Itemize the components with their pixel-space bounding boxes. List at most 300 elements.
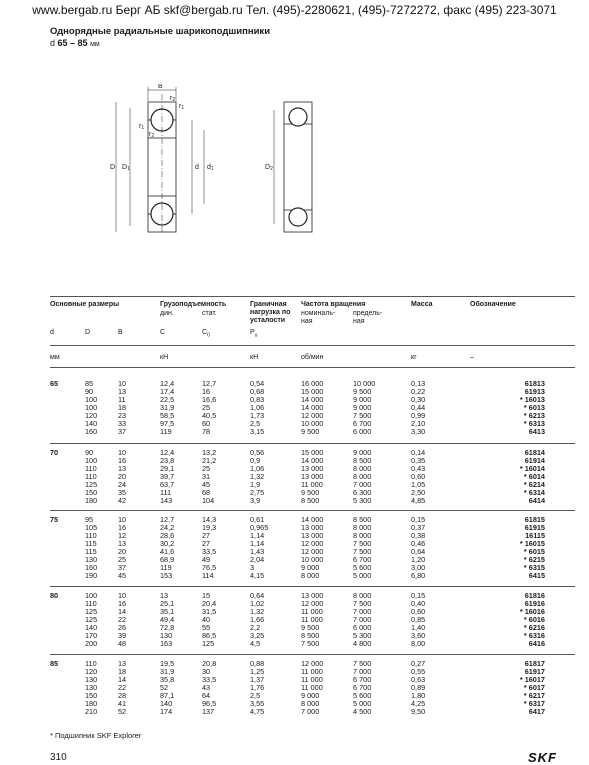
cell-speed-ref: 15 000: [301, 387, 324, 396]
cell-speed-ref: 11 000: [301, 683, 323, 692]
cell-speed-ref: 13 000: [301, 472, 324, 481]
cell-speed-lim: 6 000: [353, 427, 372, 436]
header-fatigue-3: усталости: [250, 317, 286, 324]
cell-speed-lim: 9 000: [353, 395, 372, 404]
cell-speed-ref: 13 000: [301, 523, 324, 532]
cell-speed-lim: 6 700: [353, 419, 372, 428]
cell-D: 130: [85, 555, 98, 564]
cell-C0: 40,5: [202, 411, 217, 420]
document-subtitle: [50, 38, 100, 48]
cell-speed-ref: 9 500: [301, 623, 320, 632]
cell-D: 130: [85, 675, 98, 684]
page-number: 310: [50, 752, 67, 763]
cell-speed-ref: 9 000: [301, 691, 320, 700]
cell-designation: * 6315: [523, 563, 545, 572]
cell-speed-ref: 8 000: [301, 571, 320, 580]
cell-Pu: 0,88: [250, 659, 265, 668]
cell-speed-ref: 7 000: [301, 707, 320, 716]
cell-C: 119: [160, 427, 172, 436]
cell-B: 42: [118, 496, 127, 505]
cell-C: 41,6: [160, 547, 175, 556]
cell-C0: 16,6: [202, 395, 217, 404]
cell-designation: * 6214: [523, 480, 545, 489]
cell-Pu: 1,76: [250, 683, 265, 692]
header-fatigue-2: нагрузка по: [250, 309, 291, 316]
cell-speed-ref: 9 000: [301, 563, 320, 572]
cell-mass: 0,22: [411, 387, 426, 396]
cell-D: 190: [85, 571, 98, 580]
table-row: [50, 708, 575, 716]
cell-bore-d: 85: [50, 659, 59, 668]
cell-mass: 0,89: [411, 683, 426, 692]
cell-speed-lim: 7 000: [353, 607, 372, 616]
cell-speed-lim: 5 300: [353, 631, 372, 640]
cell-C: 13: [160, 591, 169, 600]
cell-C0: 25: [202, 403, 211, 412]
cell-designation: * 16016: [519, 607, 545, 616]
cell-D: 110: [85, 659, 97, 668]
cell-speed-lim: 7 500: [353, 659, 372, 668]
cell-D: 90: [85, 448, 94, 457]
cell-Pu: 0,54: [250, 379, 265, 388]
group-separator: [50, 510, 575, 511]
cell-mass: 3,00: [411, 563, 426, 572]
header-dyn: дин.: [160, 310, 174, 317]
cell-C: 49,4: [160, 615, 175, 624]
cell-mass: 1,40: [411, 623, 426, 632]
cell-designation: * 16014: [519, 464, 545, 473]
cell-speed-ref: 8 500: [301, 496, 320, 505]
cell-designation: 61917: [524, 667, 545, 676]
cell-Pu: 1,9: [250, 480, 261, 489]
cell-mass: 9,50: [411, 707, 426, 716]
cell-Pu: 3,15: [250, 427, 265, 436]
cell-Pu: 2,04: [250, 555, 265, 564]
cell-speed-lim: 7 500: [353, 539, 372, 548]
cell-B: 10: [118, 379, 127, 388]
cell-C0: 19,3: [202, 523, 217, 532]
cell-speed-ref: 8 000: [301, 699, 320, 708]
cell-B: 16: [118, 599, 127, 608]
units-top-rule: [50, 345, 575, 346]
header-mass: Масса: [411, 301, 433, 308]
cell-designation: * 6215: [523, 555, 545, 564]
cell-C0: 25: [202, 464, 211, 473]
cell-C0: 40: [202, 615, 211, 624]
cell-C: 23,8: [160, 456, 175, 465]
cell-C: 143: [160, 496, 173, 505]
page-header-contacts: www.bergab.ru Берг АБ skf@bergab.ru Тел. (495)-2280621, (495)-7272272, факс (495) 223-3071: [32, 3, 557, 17]
cell-D: 120: [85, 411, 98, 420]
cell-C: 17,4: [160, 387, 175, 396]
cell-designation: * 6016: [523, 615, 545, 624]
cell-B: 22: [118, 683, 127, 692]
cell-speed-lim: 6 700: [353, 675, 372, 684]
cell-designation: 61916: [524, 599, 545, 608]
cell-speed-lim: 8 000: [353, 472, 372, 481]
cell-designation: * 6314: [523, 488, 545, 497]
cell-Pu: 2,5: [250, 691, 261, 700]
cell-B: 11: [118, 395, 126, 404]
cell-bore-d: 65: [50, 379, 59, 388]
cell-D: 100: [85, 591, 98, 600]
svg-text:r2: r2: [170, 95, 176, 103]
cell-D: 100: [85, 456, 98, 465]
cell-Pu: 0,56: [250, 448, 265, 457]
cell-designation: * 16015: [519, 539, 545, 548]
cell-Pu: 1,32: [250, 472, 265, 481]
cell-mass: 2,10: [411, 419, 426, 428]
cell-Pu: 0,9: [250, 456, 261, 465]
header-designation: Обозначение: [470, 301, 516, 308]
cell-Pu: 4,75: [250, 707, 265, 716]
cell-C0: 68: [202, 488, 211, 497]
cell-speed-lim: 5 000: [353, 571, 372, 580]
cell-speed-lim: 6 700: [353, 555, 372, 564]
cell-B: 26: [118, 623, 127, 632]
cell-mass: 0,35: [411, 456, 426, 465]
cell-mass: 0,37: [411, 523, 426, 532]
cell-speed-lim: 9 000: [353, 448, 372, 457]
cell-D: 110: [85, 464, 97, 473]
cell-designation: * 6317: [523, 699, 545, 708]
header-col-Pu: $P_u$: [250, 329, 258, 339]
cell-designation: 61817: [524, 659, 545, 668]
cell-B: 37: [118, 427, 127, 436]
cell-C0: 64: [202, 691, 211, 700]
cell-speed-lim: 8 000: [353, 523, 372, 532]
table-row: [50, 640, 575, 648]
header-speed: Частота вращения: [301, 301, 366, 308]
cell-C0: 27: [202, 531, 211, 540]
cell-C: 174: [160, 707, 173, 716]
cell-designation: * 6013: [523, 403, 545, 412]
cell-speed-lim: 4 500: [353, 707, 372, 716]
cell-Pu: 3,55: [250, 699, 265, 708]
cell-speed-ref: 13 000: [301, 464, 324, 473]
cell-speed-lim: 8 500: [353, 515, 372, 524]
cell-C0: 20,8: [202, 659, 217, 668]
cell-B: 13: [118, 387, 127, 396]
cell-D: 90: [85, 387, 94, 396]
cell-speed-ref: 14 000: [301, 456, 324, 465]
cell-D: 110: [85, 599, 97, 608]
cell-designation: 16115: [525, 531, 545, 540]
cell-speed-lim: 6 700: [353, 683, 372, 692]
cell-B: 13: [118, 539, 127, 548]
cell-D: 150: [85, 488, 98, 497]
cell-speed-lim: 6 000: [353, 623, 372, 632]
document-title: Однорядные радиальные шарикоподшипники: [50, 26, 271, 37]
cell-designation: 6415: [528, 571, 545, 580]
cell-designation: * 6015: [523, 547, 545, 556]
cell-designation: * 16013: [519, 395, 545, 404]
cell-designation: 6417: [528, 707, 545, 716]
cell-bore-d: 80: [50, 591, 59, 600]
cell-designation: 61915: [524, 523, 545, 532]
cell-speed-ref: 12 000: [301, 539, 324, 548]
cell-B: 20: [118, 472, 127, 481]
cell-speed-ref: 13 000: [301, 591, 324, 600]
cell-Pu: 1,25: [250, 667, 265, 676]
cell-speed-ref: 15 000: [301, 448, 324, 457]
cell-speed-ref: 12 000: [301, 599, 324, 608]
cell-speed-ref: 7 500: [301, 639, 320, 648]
cell-C: 25,1: [160, 599, 175, 608]
cell-speed-lim: 8 000: [353, 591, 372, 600]
cell-mass: 0,14: [411, 448, 426, 457]
cell-designation: 6414: [528, 496, 545, 505]
cell-mass: 4,25: [411, 699, 426, 708]
cell-speed-ref: 13 000: [301, 531, 324, 540]
cell-speed-lim: 7 500: [353, 599, 372, 608]
cell-B: 16: [118, 523, 127, 532]
cell-D: 140: [85, 623, 98, 632]
cell-B: 20: [118, 547, 127, 556]
cell-mass: 2,50: [411, 488, 426, 497]
cell-mass: 0,46: [411, 539, 426, 548]
cell-speed-lim: 7 000: [353, 480, 372, 489]
cell-designation: 6413: [528, 427, 545, 436]
cell-mass: 0,13: [411, 379, 426, 388]
subtitle-unit: мм: [90, 41, 100, 48]
svg-text:d1: d1: [207, 164, 214, 172]
cell-C: 119: [160, 563, 172, 572]
group-separator: [50, 586, 575, 587]
header-ref-1: номиналь-: [301, 310, 336, 317]
header-stat: стат.: [202, 310, 217, 317]
cell-Pu: 1,06: [250, 403, 265, 412]
cell-C: 68,9: [160, 555, 175, 564]
cell-speed-ref: 14 000: [301, 395, 324, 404]
unit-kn-fatigue: кН: [250, 354, 259, 361]
cell-C: 12,4: [160, 379, 175, 388]
cell-Pu: 0,965: [250, 523, 269, 532]
cell-C0: 16: [202, 387, 211, 396]
cell-speed-lim: 7 500: [353, 547, 372, 556]
svg-text:r2: r2: [149, 131, 155, 139]
cell-B: 18: [118, 403, 127, 412]
cell-C0: 78: [202, 427, 211, 436]
cell-D: 125: [85, 615, 98, 624]
cell-Pu: 1,66: [250, 615, 265, 624]
cell-C: 12,4: [160, 448, 175, 457]
cell-designation: * 6216: [523, 623, 545, 632]
cell-D: 130: [85, 683, 98, 692]
cell-speed-ref: 11 000: [301, 675, 323, 684]
cell-mass: 0,64: [411, 547, 426, 556]
cell-designation: 61815: [524, 515, 545, 524]
cell-C: 35,1: [160, 607, 175, 616]
cell-C: 29,1: [160, 464, 175, 473]
svg-text:D1: D1: [122, 164, 130, 172]
cell-B: 10: [118, 515, 127, 524]
cell-C0: 137: [202, 707, 215, 716]
cell-designation: * 6017: [523, 683, 545, 692]
cell-C: 30,2: [160, 539, 175, 548]
cell-C0: 43: [202, 683, 211, 692]
svg-text:r1: r1: [139, 123, 145, 131]
cell-mass: 0,60: [411, 607, 426, 616]
cell-mass: 1,80: [411, 691, 426, 700]
cell-mass: 0,38: [411, 531, 426, 540]
group-separator: [50, 654, 575, 655]
cell-speed-lim: 7 000: [353, 667, 372, 676]
cell-B: 28: [118, 691, 127, 700]
cell-C0: 30: [202, 667, 211, 676]
cell-C: 22,5: [160, 395, 175, 404]
cell-C: 111: [160, 488, 172, 497]
header-col-d: d: [50, 329, 54, 336]
footnote: * Подшипник SKF Explorer: [50, 731, 142, 740]
cell-D: 125: [85, 480, 98, 489]
subtitle-symbol: d: [50, 38, 56, 48]
cell-bore-d: 75: [50, 515, 59, 524]
table-row: [50, 428, 575, 436]
cell-C: 28,6: [160, 531, 175, 540]
cell-mass: 0,15: [411, 515, 426, 524]
cell-C0: 114: [202, 571, 214, 580]
cell-D: 160: [85, 427, 98, 436]
cell-B: 18: [118, 667, 127, 676]
cell-designation: * 6217: [523, 691, 545, 700]
table-row: [50, 497, 575, 505]
cell-mass: 6,80: [411, 571, 426, 580]
unit-kn-load: кН: [160, 354, 169, 361]
cell-designation: 61914: [524, 456, 545, 465]
cell-B: 14: [118, 607, 127, 616]
cell-C: 31,9: [160, 403, 175, 412]
cell-B: 45: [118, 571, 127, 580]
cell-C0: 27: [202, 539, 211, 548]
subtitle-range: 65 – 85: [57, 38, 88, 48]
svg-text:r1: r1: [179, 103, 185, 111]
cell-mass: 1,05: [411, 480, 426, 489]
cell-C: 19,5: [160, 659, 175, 668]
cell-speed-ref: 8 500: [301, 631, 320, 640]
cell-designation: * 16017: [519, 675, 545, 684]
cell-speed-ref: 12 000: [301, 659, 324, 668]
cell-Pu: 0,83: [250, 395, 265, 404]
cell-Pu: 2,5: [250, 419, 261, 428]
cell-D: 200: [85, 639, 98, 648]
group-separator: [50, 443, 575, 444]
cell-D: 105: [85, 523, 98, 532]
cell-C0: 13,2: [202, 448, 217, 457]
header-lim-1: предель-: [353, 310, 383, 317]
cell-C: 130: [160, 631, 173, 640]
table-row: [50, 572, 575, 580]
svg-text:D2: D2: [265, 164, 273, 172]
cell-C0: 49: [202, 555, 211, 564]
cell-B: 25: [118, 555, 127, 564]
cell-speed-lim: 9 500: [353, 387, 372, 396]
cell-C: 58,5: [160, 411, 175, 420]
cell-B: 12: [118, 531, 127, 540]
cell-Pu: 3,9: [250, 496, 261, 505]
cell-C0: 21,2: [202, 456, 217, 465]
cell-speed-ref: 9 500: [301, 427, 320, 436]
cell-C0: 12,7: [202, 379, 217, 388]
cell-B: 41: [118, 699, 127, 708]
cell-C0: 31: [202, 472, 211, 481]
cell-C0: 33,5: [202, 547, 217, 556]
cell-Pu: 3,25: [250, 631, 265, 640]
cell-C0: 60: [202, 419, 211, 428]
cell-designation: * 6213: [523, 411, 545, 420]
cell-B: 52: [118, 707, 127, 716]
cell-C0: 125: [202, 639, 215, 648]
header-fatigue-1: Граничная: [250, 301, 287, 308]
cell-C: 31,9: [160, 667, 175, 676]
cell-mass: 3,30: [411, 427, 426, 436]
cell-B: 22: [118, 615, 127, 624]
cell-B: 14: [118, 675, 127, 684]
cell-speed-lim: 8 000: [353, 531, 372, 540]
cell-speed-lim: 7 500: [353, 411, 372, 420]
header-col-C0: $C_0$: [202, 329, 210, 339]
header-lim-2: ная: [353, 318, 365, 325]
cell-speed-ref: 11 000: [301, 607, 323, 616]
cell-D: 110: [85, 472, 97, 481]
cell-B: 24: [118, 480, 127, 489]
cell-B: 16: [118, 456, 127, 465]
cell-speed-ref: 10 000: [301, 555, 324, 564]
cell-Pu: 1,43: [250, 547, 265, 556]
cell-C: 87,1: [160, 691, 175, 700]
cell-speed-lim: 10 000: [353, 379, 376, 388]
cell-speed-ref: 14 000: [301, 403, 324, 412]
cell-Pu: 3: [250, 563, 255, 572]
cell-Pu: 1,14: [250, 539, 265, 548]
cell-D: 140: [85, 419, 98, 428]
cell-C0: 96,5: [202, 699, 217, 708]
cell-speed-ref: 11 000: [301, 480, 323, 489]
cell-speed-ref: 14 000: [301, 515, 324, 524]
cell-mass: 0,43: [411, 464, 426, 473]
cell-D: 85: [85, 379, 94, 388]
cell-speed-ref: 11 000: [301, 615, 323, 624]
cell-mass: 4,85: [411, 496, 426, 505]
cell-designation: * 6316: [523, 631, 545, 640]
cell-B: 10: [118, 448, 127, 457]
cell-B: 23: [118, 411, 127, 420]
cell-D: 125: [85, 607, 98, 616]
cell-C0: 104: [202, 496, 215, 505]
cell-mass: 0,63: [411, 675, 426, 684]
cell-speed-lim: 6 300: [353, 488, 372, 497]
cell-Pu: 2,75: [250, 488, 265, 497]
label-d: d: [195, 164, 199, 171]
cell-B: 13: [118, 659, 127, 668]
cell-D: 210: [85, 707, 98, 716]
cell-designation: * 6014: [523, 472, 545, 481]
cell-D: 115: [85, 547, 97, 556]
cell-B: 48: [118, 639, 127, 648]
cell-Pu: 0,68: [250, 387, 265, 396]
cell-C: 12,7: [160, 515, 175, 524]
cell-C0: 76,5: [202, 563, 217, 572]
units-bottom-rule: [50, 367, 575, 368]
cell-C: 97,5: [160, 419, 175, 428]
cell-C: 63,7: [160, 480, 175, 489]
cell-designation: 61814: [524, 448, 545, 457]
cell-designation: 6416: [528, 639, 545, 648]
cell-C0: 55: [202, 623, 211, 632]
cell-speed-lim: 4 800: [353, 639, 372, 648]
ball-top-2: [289, 108, 307, 126]
cell-designation: 61813: [524, 379, 545, 388]
